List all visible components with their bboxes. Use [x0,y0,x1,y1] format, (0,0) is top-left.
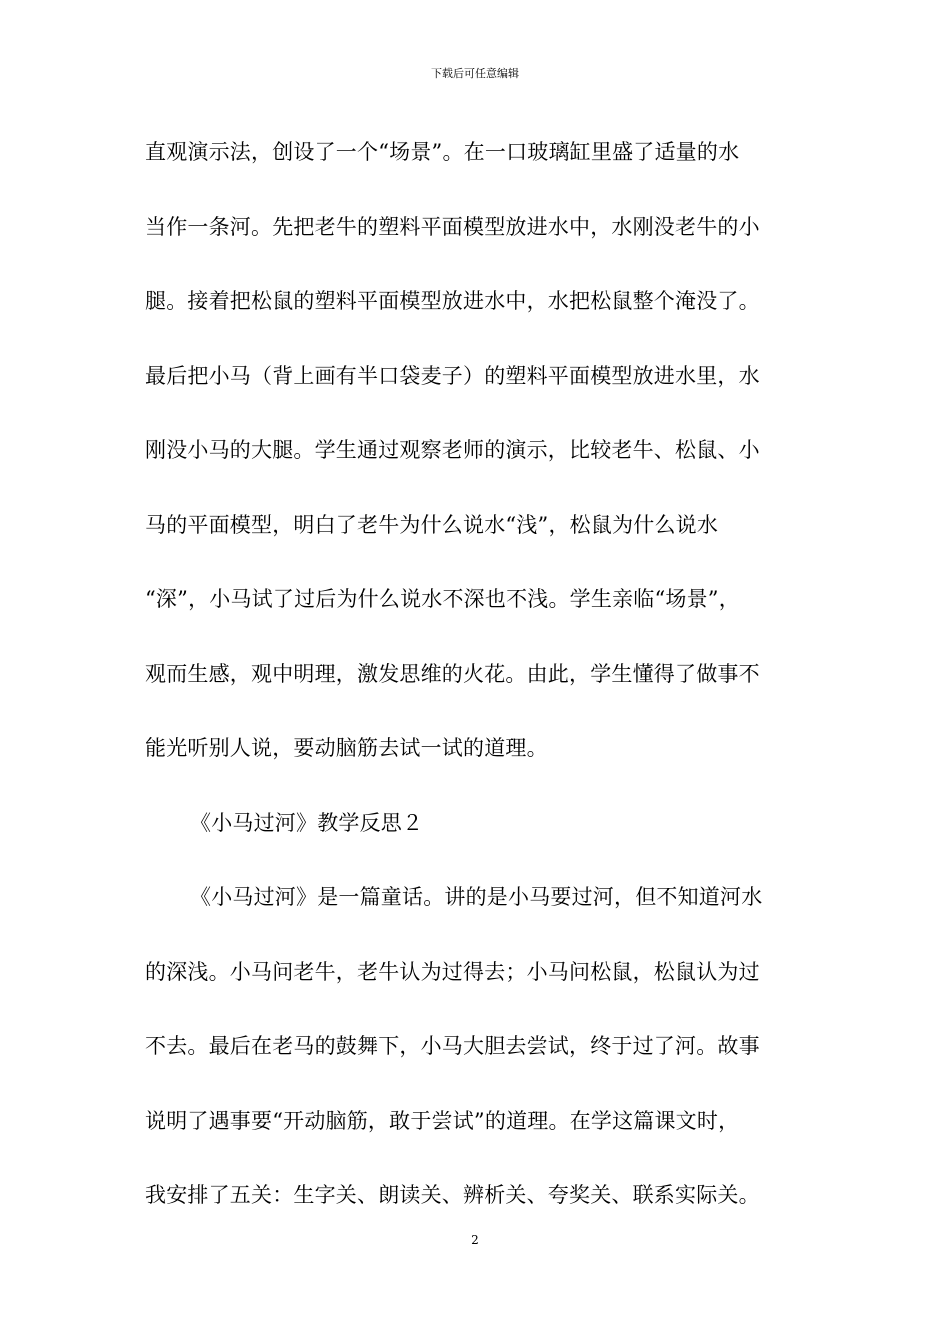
body-line: 不去。最后在老马的鼓舞下，小马大胆去尝试，终于过了河。故事 [145,1034,760,1058]
body-line: 刚没小马的大腿。学生通过观察老师的演示，比较老牛、松鼠、小 [145,438,760,462]
body-line: 马的平面模型，明白了老牛为什么说水“浅”，松鼠为什么说水 [145,512,719,537]
body-line: 腿。接着把松鼠的塑料平面模型放进水中，水把松鼠整个淹没了。 [145,289,760,313]
body-line: 当作一条河。先把老牛的塑料平面模型放进水中，水刚没老牛的小 [145,214,760,239]
page-header: 下载后可任意编辑 [431,67,519,80]
body-line: “深”，小马试了过后为什么说水不深也不浅。学生亲临“场景”， [145,587,740,611]
body-line: 的深浅。小马问老牛，老牛认为过得去；小马问松鼠，松鼠认为过 [145,959,760,984]
document-body [145,126,810,1244]
body-line: 我安排了五关：生字关、朗读关、辨析关、夸奖关、联系实际关。 [145,1183,760,1207]
body-line: 观而生感，观中明理，激发思维的火花。由此，学生懂得了做事不 [145,661,760,686]
section-heading: 《小马过河》教学反思２ [190,810,424,835]
body-line: 能光听别人说，要动脑筋去试一试的道理。 [145,736,548,760]
body-line: 直观演示法，创设了一个“场景”。在一口玻璃缸里盛了适量的水 [145,140,740,164]
body-line: 《小马过河》是一篇童话。讲的是小马要过河，但不知道河水 [190,885,763,909]
body-line: 最后把小马（背上画有半口袋麦子）的塑料平面模型放进水里，水 [145,363,760,388]
page-number: 2 [471,1233,479,1247]
body-line: 说明了遇事要“开动脑筋，敢于尝试”的道理。在学这篇课文时， [145,1108,740,1133]
